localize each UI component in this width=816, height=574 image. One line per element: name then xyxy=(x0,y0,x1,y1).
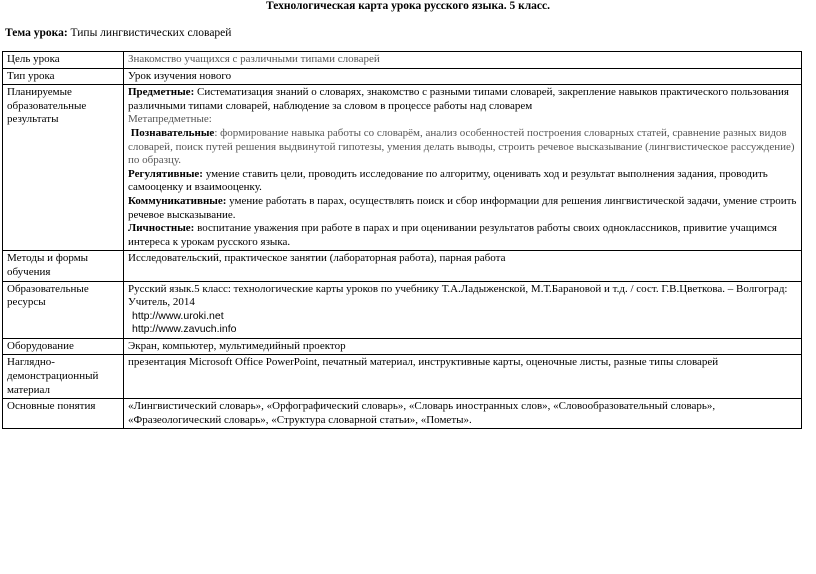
table-row xyxy=(3,399,802,429)
table-row xyxy=(3,355,802,399)
personal-label: Личностные: xyxy=(128,222,195,235)
personal-results xyxy=(128,222,798,249)
table-row xyxy=(3,251,802,281)
subject-label: Предметные: xyxy=(128,86,195,99)
table-row xyxy=(3,281,802,338)
regulative-text: умение ставить цели, проводить исследование по алгоритму, оценивать ход и результат выполнения задания, проводить самооценку и взаимооценку. xyxy=(128,167,768,194)
table-row xyxy=(3,338,802,355)
communicative-text: умение работать в парах, осуществлять поиск и сбор информации для решения лингвистической задачи, умение строить речевое высказывание. xyxy=(128,194,797,221)
subject-results xyxy=(128,86,798,113)
row-value-results xyxy=(124,85,802,251)
lesson-plan-table xyxy=(2,51,802,429)
topic-value: Типы лингвистических словарей xyxy=(70,27,232,39)
row-label-type: Тип урока xyxy=(3,68,124,85)
cognitive-text: : формирование навыка работы со словарём, анализ особенностей построения словарных статей, сравнение разных видов словарей, поиск путей решения выдвинутой гипотезы, умения делать выводы, строить речевое высказывание (лингвистическое рассуждение) по образцу. xyxy=(128,126,795,167)
row-label-visual: Наглядно-демонстрационный материал xyxy=(3,355,124,399)
table-row xyxy=(3,52,802,69)
communicative-results xyxy=(128,195,798,222)
row-value-resources xyxy=(124,281,802,338)
regulative-label: Регулятивные: xyxy=(128,167,203,180)
subject-text: Систематизация знаний о словарях, знакомство с разными типами словарей, закрепление навыков практического пользования различными типами словарей, наблюдение за словом в процессе работы над словарем xyxy=(128,86,789,112)
lesson-topic xyxy=(5,27,231,39)
regulative-results xyxy=(128,168,798,195)
personal-text: воспитание уважения при работе в парах и при оценивании результатов работы своих одноклассников, привитие учащимся интереса к урокам русского языка. xyxy=(128,222,777,248)
topic-label: Тема урока: xyxy=(5,27,68,39)
cognitive-label: Познавательные xyxy=(130,126,215,139)
row-label-concepts: Основные понятия xyxy=(3,399,124,429)
row-value-goal: Знакомство учащихся с различными типами словарей xyxy=(124,52,802,69)
table-row xyxy=(3,68,802,85)
row-value-type: Урок изучения нового xyxy=(124,68,802,85)
row-value-methods: Исследовательский, практическое занятии (лабораторная работа), парная работа xyxy=(124,251,802,281)
row-label-equipment: Оборудование xyxy=(3,338,124,355)
row-value-visual: презентация Microsoft Office PowerPoint, печатный материал, инструктивные карты, оценочные листы, разные типы словарей xyxy=(124,355,802,399)
row-value-equipment: Экран, компьютер, мультимедийный проектор xyxy=(124,338,802,355)
row-label-methods: Методы и формы обучения xyxy=(3,251,124,281)
table-row xyxy=(3,85,802,251)
resource-link-zavuch[interactable]: http://www.zavuch.info xyxy=(132,323,237,336)
document-title: Технологическая карта урока русского языка. 5 класс. xyxy=(265,0,551,12)
row-label-resources: Образовательные ресурсы xyxy=(3,281,124,338)
communicative-label: Коммуникативные: xyxy=(128,194,227,207)
cognitive-results xyxy=(128,127,798,168)
row-label-goal: Цель урока xyxy=(3,52,124,69)
row-label-results: Планируемые образовательные результаты xyxy=(3,85,124,251)
resource-link-uroki[interactable]: http://www.uroki.net xyxy=(132,309,224,322)
resources-text: Русский язык.5 класс: технологические карты уроков по учебнику Т.А.Ладыженской, М.Т.Барановой и т.д. / сост. Г.В.Цветкова. – Волгоград: Учитель, 2014 xyxy=(128,282,788,309)
meta-label: Метапредметные: xyxy=(128,113,212,126)
row-value-concepts: «Лингвистический словарь», «Орфографический словарь», «Словарь иностранных слов», «Словообразовательный словарь», «Фразеологический словарь», «Структура словарной статьи», «Пометы». xyxy=(124,399,802,429)
